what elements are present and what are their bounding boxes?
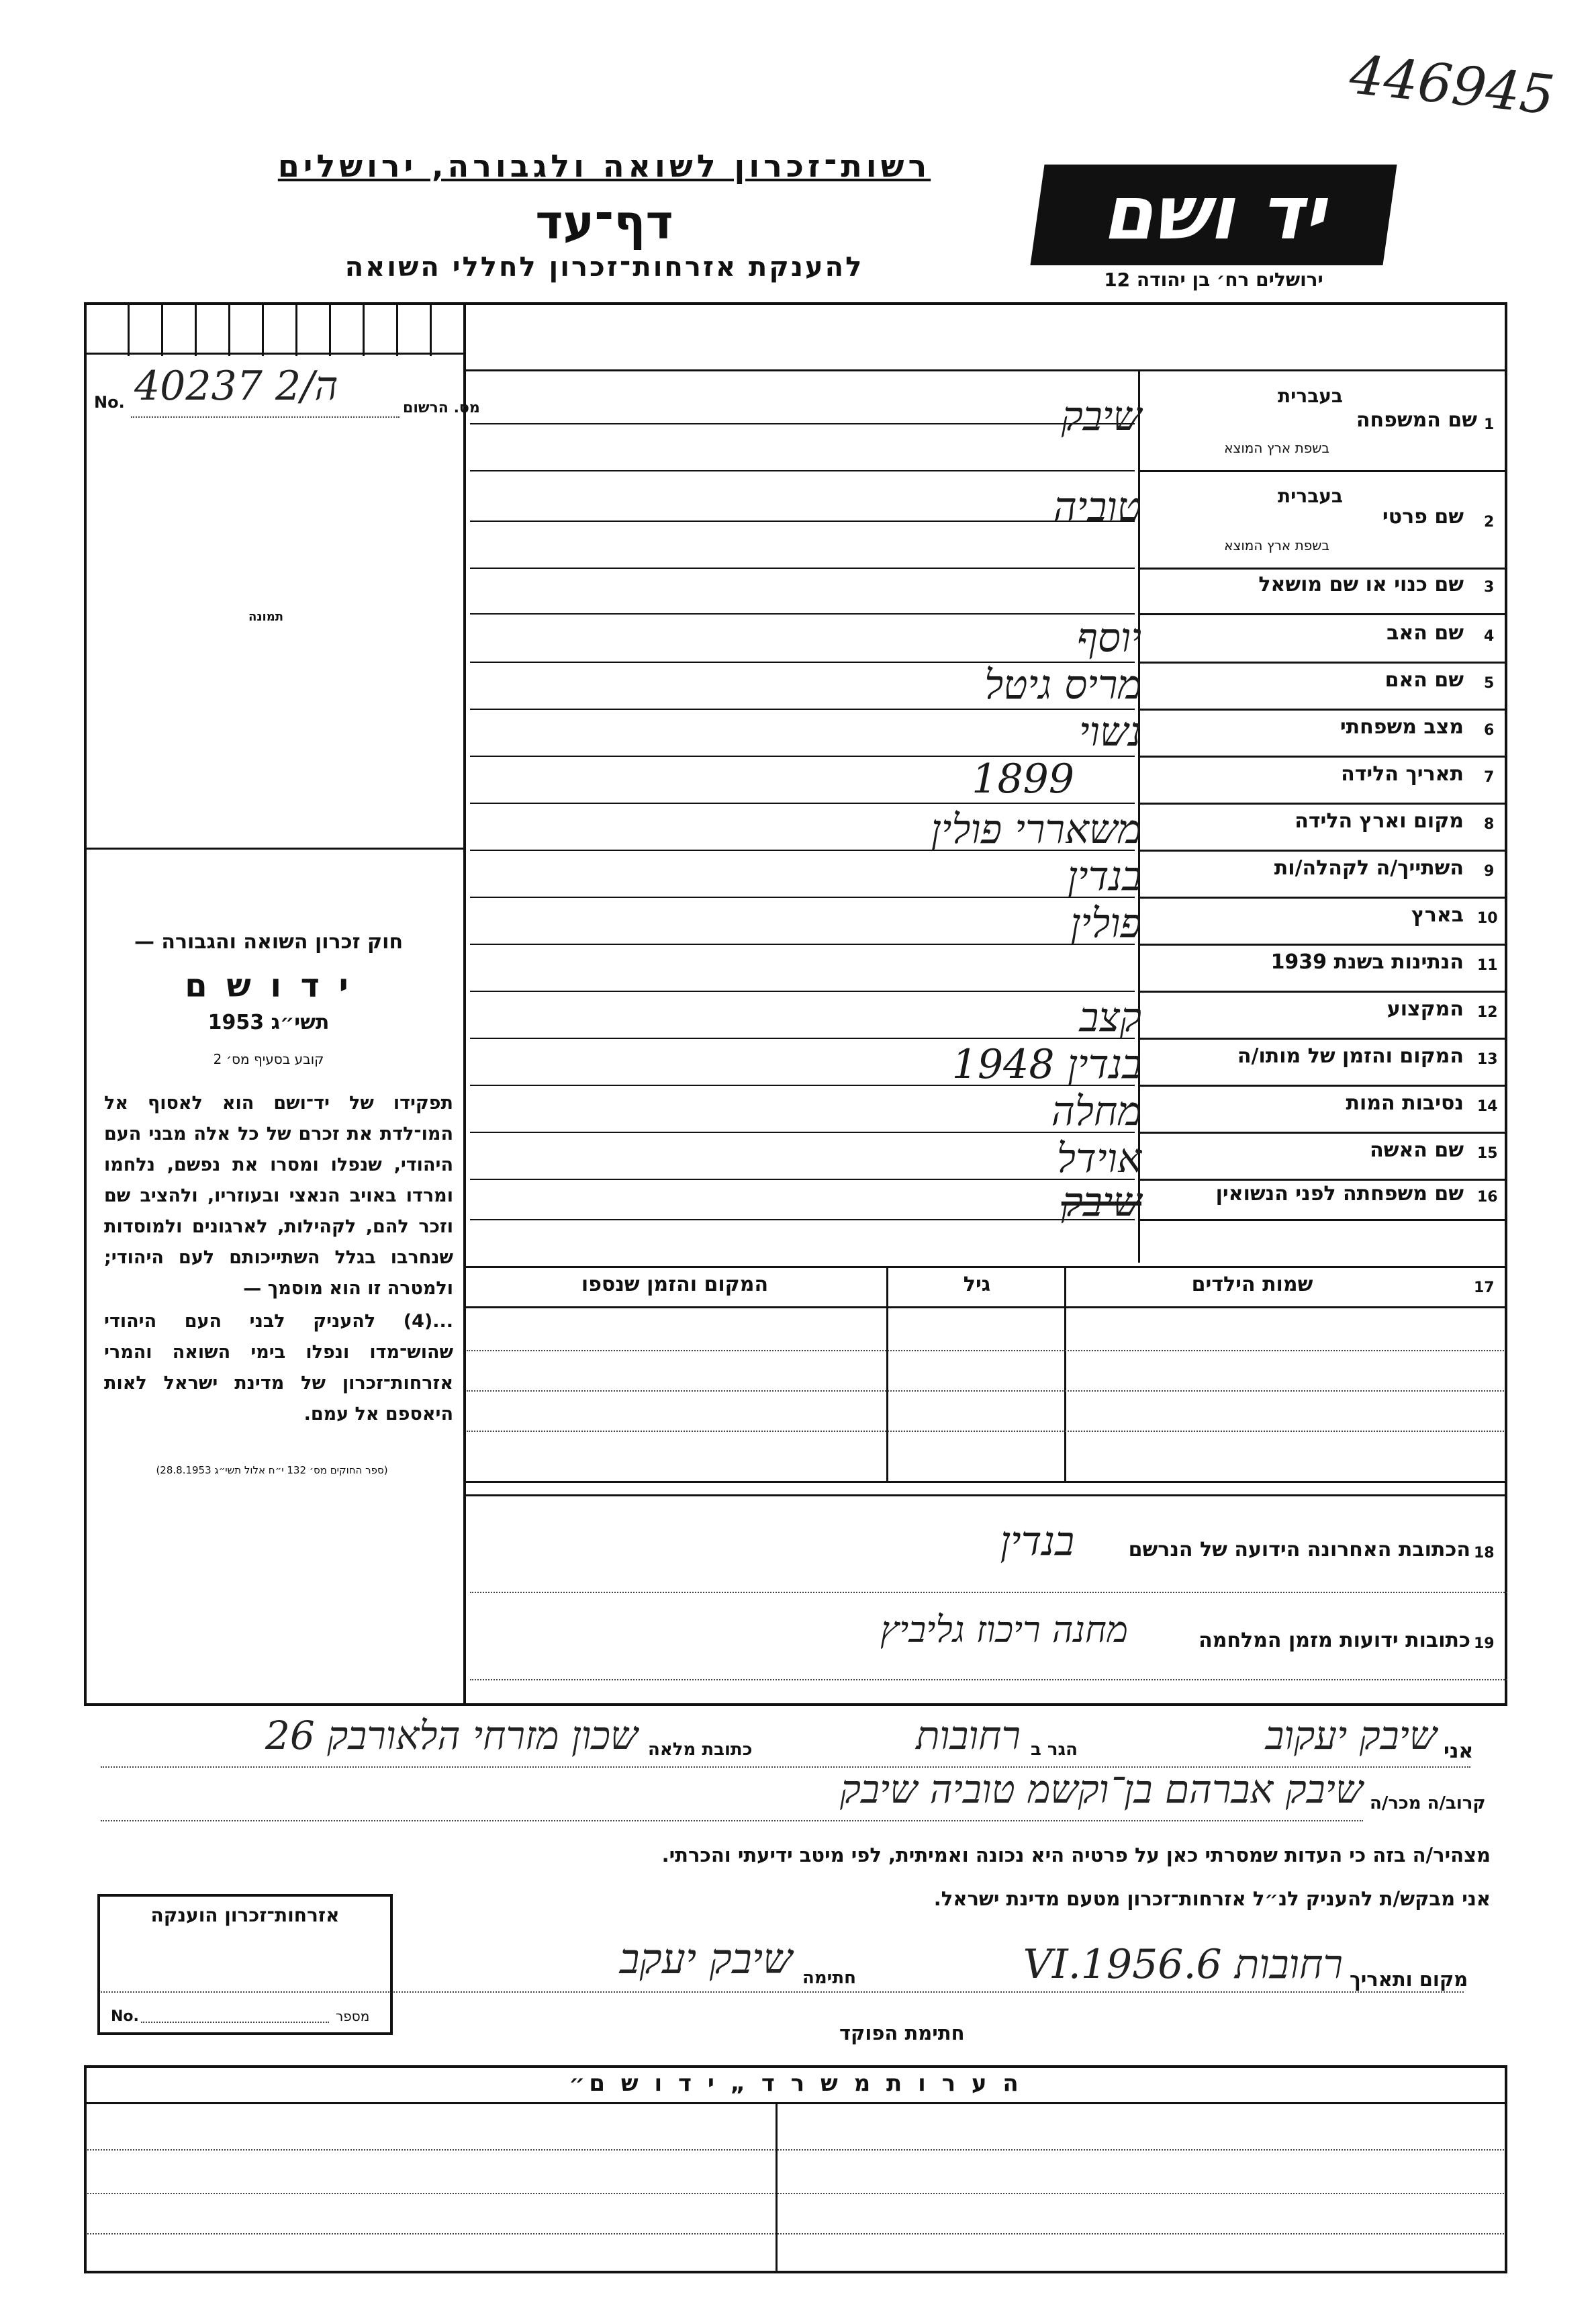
field-12-num: 12 (1477, 1004, 1498, 1021)
field-2-value: טוביה (1053, 484, 1141, 531)
field-13-label: המקום והזמן של מותו/ה (1237, 1044, 1464, 1068)
field-1-num: 1 (1484, 416, 1495, 433)
field-7-value: 1899 (972, 756, 1074, 803)
field-11-num: 11 (1477, 957, 1498, 974)
decl-relative-value: שיבק אברהם בן־וקשמ טוביה שיבק (840, 1766, 1363, 1812)
field-3-label: שם כנוי או שם מושאל (1258, 573, 1464, 596)
authority-title: רשות־זכרון לשואה ולגבורה, ירושלים (277, 148, 931, 184)
reg-no-label: No. (94, 393, 125, 412)
field-15-value: אוידל (1056, 1135, 1141, 1182)
field-15-num: 15 (1477, 1145, 1498, 1162)
decl-signature-label: חתימה (802, 1968, 856, 1988)
field-5-num: 5 (1484, 675, 1495, 692)
form-purpose: להענקת אזרחות־זכרון לחללי השואה (344, 252, 864, 283)
field-6-num: 6 (1484, 722, 1495, 739)
logo-address: ירושלים רח׳ בן יהודה 12 (1104, 269, 1323, 291)
decl-i-value: שיבק יעקוב (1265, 1713, 1437, 1758)
field-2-label: שם פרטי (1382, 505, 1464, 529)
law-clause: קובע בסעיף מס׳ 2 (213, 1051, 324, 1067)
citizenship-no-label: No. (111, 2008, 139, 2025)
field-14-label: נסיבות המות (1346, 1091, 1464, 1115)
field-11-label: הנתינות בשנת 1939 (1270, 950, 1464, 974)
law-name: י ד ו ש ם (185, 967, 353, 1005)
field-5-label: שם האם (1384, 668, 1464, 692)
field-19-num: 19 (1474, 1635, 1495, 1652)
decl-i-label: אני (1444, 1739, 1474, 1763)
field-13-num: 13 (1477, 1051, 1498, 1068)
stamp-number: 446945 (1346, 43, 1558, 127)
field-6-value: נשוי (1078, 709, 1141, 756)
field-1-label: שם המשפחה (1356, 408, 1477, 432)
field-9-label: השתייך/ה לקהלה/ות (1274, 856, 1464, 880)
field-15-label: שם האשה (1370, 1138, 1464, 1162)
field-4-label: שם האב (1387, 621, 1464, 645)
field-2-sub-hebrew: בעברית (1277, 485, 1343, 507)
logo-text: יד ושם (1102, 170, 1325, 256)
law-para-1: תפקידו של יד־ושם הוא לאסוף אל המו־לדת את זכרם של כל אלה מבני העם היהודי, שנפלו ומסרו את נפשם, נלחמו ומרדו באויב הנאצי ובעוזריו, ולהציב שם וזכר להם, לקהילות, לארגונים ולמוסדות שנחרבו בגלל השתייכותם לעם היהודי; ולמטרה זו הוא מוסמך — (104, 1093, 453, 1299)
decl-officer-label: חתימת הפוקד (839, 2022, 965, 2044)
citizenship-title: אזרחות־זכרון הוענקה (150, 1904, 340, 1926)
field-5-value: מריס גיטל (984, 662, 1141, 709)
reg-number: 40237 2/ה (134, 363, 338, 410)
decl-statement-1: מצהיר/ה בזה כי העדות שמסרתי כאן על פרטיה היא נכונה ואמיתית, לפי מיטב ידיעתי והכרתי. (661, 1844, 1491, 1866)
decl-resides-label: הגר ב (1031, 1739, 1078, 1760)
field-17-num: 17 (1474, 1279, 1495, 1296)
field-1-value: שיבק (1061, 393, 1141, 440)
decl-address-label: כתובת מלאה (648, 1739, 753, 1760)
decl-relative-label: קרוב/ה מכר/ה (1370, 1793, 1486, 1813)
field-1-sub-hebrew: בעברית (1277, 385, 1343, 407)
decl-resides-value: רחובות (916, 1713, 1021, 1758)
field-14-value: מחלה (1051, 1088, 1141, 1135)
field-4-value: יוסף (1076, 615, 1141, 662)
children-place-header: המקום והזמן שנספו (581, 1273, 769, 1296)
field-9-value: בנדין (1067, 853, 1141, 900)
field-14-num: 14 (1477, 1098, 1498, 1115)
field-9-num: 9 (1484, 863, 1495, 880)
reg-label: מס. הרשום (403, 400, 480, 416)
field-18-label: הכתובת האחרונה הידועה של הנרשם (1128, 1538, 1470, 1562)
law-ref: (ספר החוקים מס׳ 132 י״ח אלול תשי״ג 28.8.1953) (156, 1464, 388, 1476)
field-10-label: בארץ (1411, 903, 1464, 927)
field-12-label: המקצוע (1387, 997, 1464, 1021)
field-7-label: תאריך הלידה (1341, 762, 1464, 786)
children-age-header: גיל (963, 1273, 991, 1296)
field-18-value: בנדין (1000, 1518, 1074, 1565)
field-7-num: 7 (1484, 769, 1495, 786)
law-year: תשי״ג 1953 (207, 1011, 330, 1034)
decl-place-date-value: רחובות 6.VI.1956 (1023, 1941, 1343, 1988)
field-13-value: בנדין 1948 (951, 1041, 1141, 1088)
field-12-value: קצב (1079, 994, 1141, 1041)
field-19-label: כתובות ידועות מזמן המלחמה (1199, 1629, 1470, 1652)
field-16-label: שם משפחתה לפני הנשואין (1215, 1182, 1464, 1206)
decl-signature-value: שיבק יעקב (619, 1934, 792, 1983)
field-8-label: מקום וארץ הלידה (1295, 809, 1464, 833)
field-16-num: 16 (1477, 1189, 1498, 1206)
field-8-value: משאררי פולין (931, 806, 1141, 853)
law-title: חוק זכרון השואה והגבורה — (134, 930, 404, 954)
field-10-num: 10 (1477, 910, 1498, 927)
law-para-2: ...(4) להעניק לבני העם היהודי שהוש־מדו ונפלו בימי השואה והמרי אזרחות־זכרון של מדינת ישראל לאות היאספם אל עמם. (104, 1311, 453, 1425)
decl-address-value: שכון מזרחי הלאורבק 26 (265, 1713, 638, 1758)
form-title: דף־עד (535, 195, 673, 250)
children-names-header: שמות הילדים (1191, 1273, 1313, 1296)
field-1-sub-origin: בשפת ארץ המוצא (1224, 440, 1329, 456)
field-2-sub-origin: בשפת ארץ המוצא (1224, 537, 1329, 553)
field-8-num: 8 (1484, 816, 1495, 833)
field-3-num: 3 (1484, 579, 1495, 596)
field-18-num: 18 (1474, 1545, 1495, 1562)
decl-statement-2: אני מבקש/ת להעניק לנ״ל אזרחות־זכרון מטעם מדינת ישראל. (933, 1887, 1491, 1910)
field-2-num: 2 (1484, 514, 1495, 531)
office-notes-title: ה ע ר ו ת מ ש ר ד „ י ד ו ש ם״ (569, 2070, 1023, 2097)
citizenship-number-label: מספר (336, 2008, 370, 2024)
field-16-value: שיבק (1061, 1179, 1141, 1226)
field-19-value: מחנה ריכוז גליביץ (880, 1609, 1128, 1651)
field-4-num: 4 (1484, 628, 1495, 645)
photo-label: תמונה (248, 610, 284, 624)
field-6-label: מצב משפחתי (1340, 715, 1464, 739)
field-10-value: פולין (1070, 900, 1141, 947)
decl-place-date-label: מקום ותאריך (1350, 1968, 1468, 1991)
